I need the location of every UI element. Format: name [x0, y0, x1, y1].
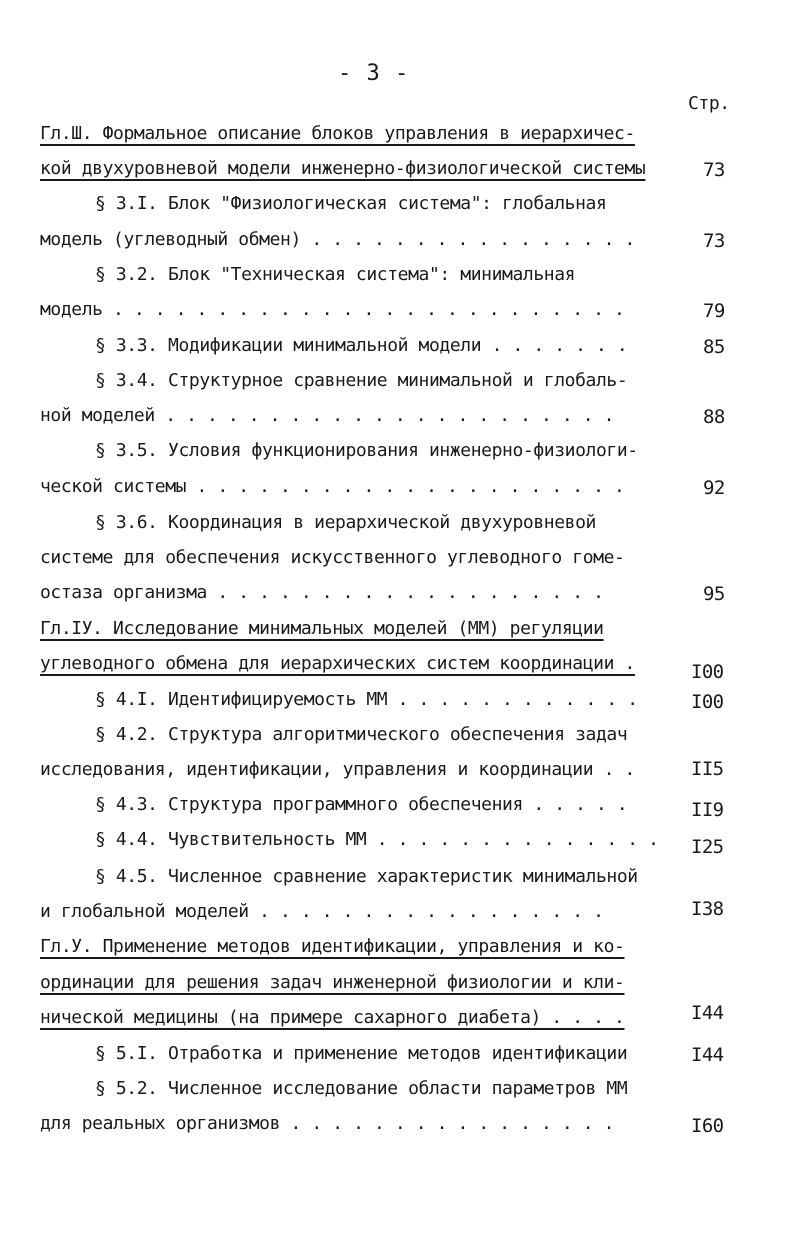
toc-line: § 4.5. Численное сравнение характеристик минимальной	[95, 866, 638, 887]
toc-line: § 4.2. Структура алгоритмического обеспечения задач	[95, 724, 628, 745]
toc-page: I38	[691, 898, 724, 920]
toc-line: остаза организма . . . . . . . . . . . . . . . . . . .	[40, 582, 604, 603]
page-column-label: Стр.	[688, 93, 730, 114]
toc-line: § 3.I. Блок "Физиологическая система": глобальная	[95, 193, 607, 214]
toc-line: § 3.2. Блок "Техническая система": минимальная	[95, 264, 576, 285]
toc-page: II5	[691, 758, 724, 780]
toc-line: § 5.I. Отработка и применение методов идентификации	[95, 1043, 628, 1064]
toc-line: исследования, идентификации, управления и координации . .	[40, 759, 635, 780]
toc-line: нической медицины (на примере сахарного диабета) . . . .	[40, 1007, 625, 1028]
toc-line: для реальных организмов . . . . . . . . . . . . . . . .	[40, 1113, 615, 1134]
toc-page: 92	[703, 477, 725, 499]
toc-page: I60	[691, 1115, 724, 1137]
toc-line: § 4.I. Идентифицируемость ММ . . . . . . . . . . . .	[95, 689, 638, 710]
toc-page: 95	[703, 583, 725, 605]
toc-page: 88	[703, 406, 725, 428]
toc-line: кой двухуровневой модели инженерно-физиологической системы	[40, 158, 646, 179]
toc-page: 85	[703, 336, 725, 358]
toc-line: ординации для решения задач инженерной физиологии и кли-	[40, 972, 625, 993]
toc-line: углеводного обмена для иерархических систем координации .	[40, 653, 635, 674]
toc-line: ческой системы . . . . . . . . . . . . . . . . . . . . .	[40, 476, 625, 497]
toc-line: § 3.6. Координация в иерархической двухуровневой	[95, 512, 596, 533]
toc-page: I44	[691, 1044, 724, 1066]
toc-page: I00	[691, 691, 724, 713]
toc-line: ной моделей . . . . . . . . . . . . . . . . . . . . . .	[40, 405, 615, 426]
toc-line: § 3.3. Модификации минимальной модели . . . . . . .	[95, 335, 628, 356]
toc-page: 73	[703, 159, 725, 181]
toc-page: 73	[703, 230, 725, 252]
toc-line: § 3.4. Структурное сравнение минимальной и глобаль-	[95, 370, 628, 391]
toc-page: 79	[703, 300, 725, 322]
toc-page: II9	[691, 799, 724, 821]
toc-line: § 3.5. Условия функционирования инженерно-физиологи-	[95, 440, 638, 461]
toc-line: и глобальной моделей . . . . . . . . . . . . . . . . .	[40, 901, 604, 922]
toc-line: Гл.У. Применение методов идентификации, управления и ко-	[40, 936, 625, 957]
toc-line: § 5.2. Численное исследование области параметров ММ	[95, 1078, 628, 1099]
page-number: - 3 -	[338, 61, 410, 86]
toc-line: модель . . . . . . . . . . . . . . . . . . . . . . . . .	[40, 299, 625, 320]
toc-page: I25	[691, 836, 724, 858]
toc-line: § 4.4. Чувствительность ММ . . . . . . . . . . . . . .	[95, 829, 659, 850]
toc-line: Гл.IУ. Исследование минимальных моделей (ММ) регуляции	[40, 618, 604, 639]
toc-line: § 4.3. Структура программного обеспечения . . . . .	[95, 794, 628, 815]
toc-line: Гл.Ш. Формальное описание блоков управления в иерархичес-	[40, 123, 635, 144]
toc-page: I44	[691, 1002, 724, 1024]
toc-page: I00	[691, 661, 724, 683]
toc-line: модель (углеводный обмен) . . . . . . . . . . . . . . . .	[40, 229, 635, 250]
toc-line: системе для обеспечения искусственного углеводного гоме-	[40, 547, 625, 568]
